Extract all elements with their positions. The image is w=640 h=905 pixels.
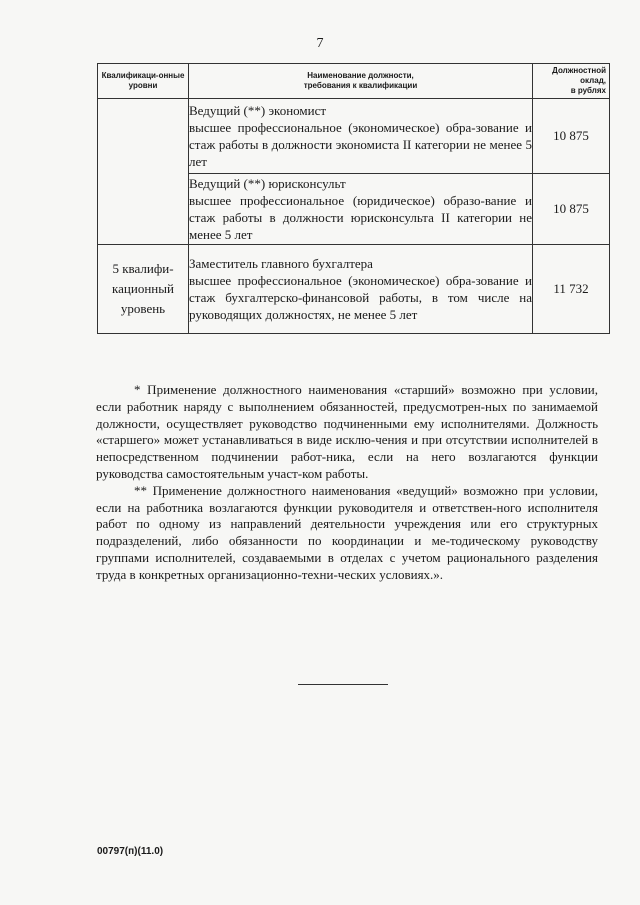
qualification-table — [97, 63, 610, 334]
salary-cell: 11 732 — [533, 245, 610, 334]
header-salary-line2: оклад, — [580, 76, 606, 85]
footnote-leading: ** Применение должностного наименования «ведущий» возможно при условии, если на работника возлагаются функции руководителя и ответствен-ного исполнителя работ по одному из направлений деятельности учреждения или его структурных подразделений, либо обязанности по координации и ме-тодическому руководству группами исполнителей, создаваемыми в отделах с учетом рационального разделения труда в конкретных организационно-техни-ческих условиях.». — [96, 482, 598, 582]
footnote-senior: * Применение должностного наименования «старший» возможно при условии, если работник наряду с выполнением обязанностей, предусмотрен-ных по занимаемой должности, осуществляет руководство подчиненными ему исполнителями. Должность «старшего» может устанавливаться в виде исклю-чения и при отсутствии исполнителей в непосредственном подчинении работ-ника, если на него возлагаются функции руководства самостоятельным участ-ком работы. — [96, 382, 598, 481]
position-requirements: высшее профессиональное (юридическое) образо-вание и стаж работы в должности юрисконсульта II категории не менее 5 лет — [189, 193, 532, 242]
qualification-level-cell: 5 квалифи-кационный уровень — [98, 245, 189, 334]
header-salary-line1: Должностной — [552, 66, 606, 75]
position-cell — [189, 245, 533, 334]
header-position-requirements — [189, 64, 533, 99]
position-cell — [189, 174, 533, 245]
table-row — [98, 99, 610, 174]
salary-cell: 10 875 — [533, 99, 610, 174]
position-requirements: высшее профессиональное (экономическое) обра-зование и стаж бухгалтерско-финансовой работы, в том числе на руководящих должностях, не менее 5 лет — [189, 273, 532, 322]
table-row — [98, 245, 610, 334]
document-code: 00797(п)(11.0) — [97, 846, 164, 857]
footnotes — [96, 382, 598, 584]
header-salary — [533, 64, 610, 99]
position-requirements: высшее профессиональное (экономическое) обра-зование и стаж работы в должности экономиста II категории не менее 5 лет — [189, 120, 532, 169]
header-position-line1: Наименование должности, — [307, 71, 414, 80]
header-salary-line3: в рублях — [570, 86, 606, 95]
position-title: Заместитель главного бухгалтера — [189, 256, 373, 271]
qualification-level-cell — [98, 99, 189, 245]
position-title: Ведущий (**) юрисконсульт — [189, 176, 346, 191]
table-header-row — [98, 64, 610, 99]
position-cell — [189, 99, 533, 174]
separator-line — [298, 684, 388, 685]
position-title: Ведущий (**) экономист — [189, 103, 327, 118]
header-qualification-levels: Квалификаци-онные уровни — [98, 64, 189, 99]
salary-cell: 10 875 — [533, 174, 610, 245]
page-number: 7 — [316, 36, 324, 51]
header-position-line2: требования к квалификации — [303, 81, 418, 90]
